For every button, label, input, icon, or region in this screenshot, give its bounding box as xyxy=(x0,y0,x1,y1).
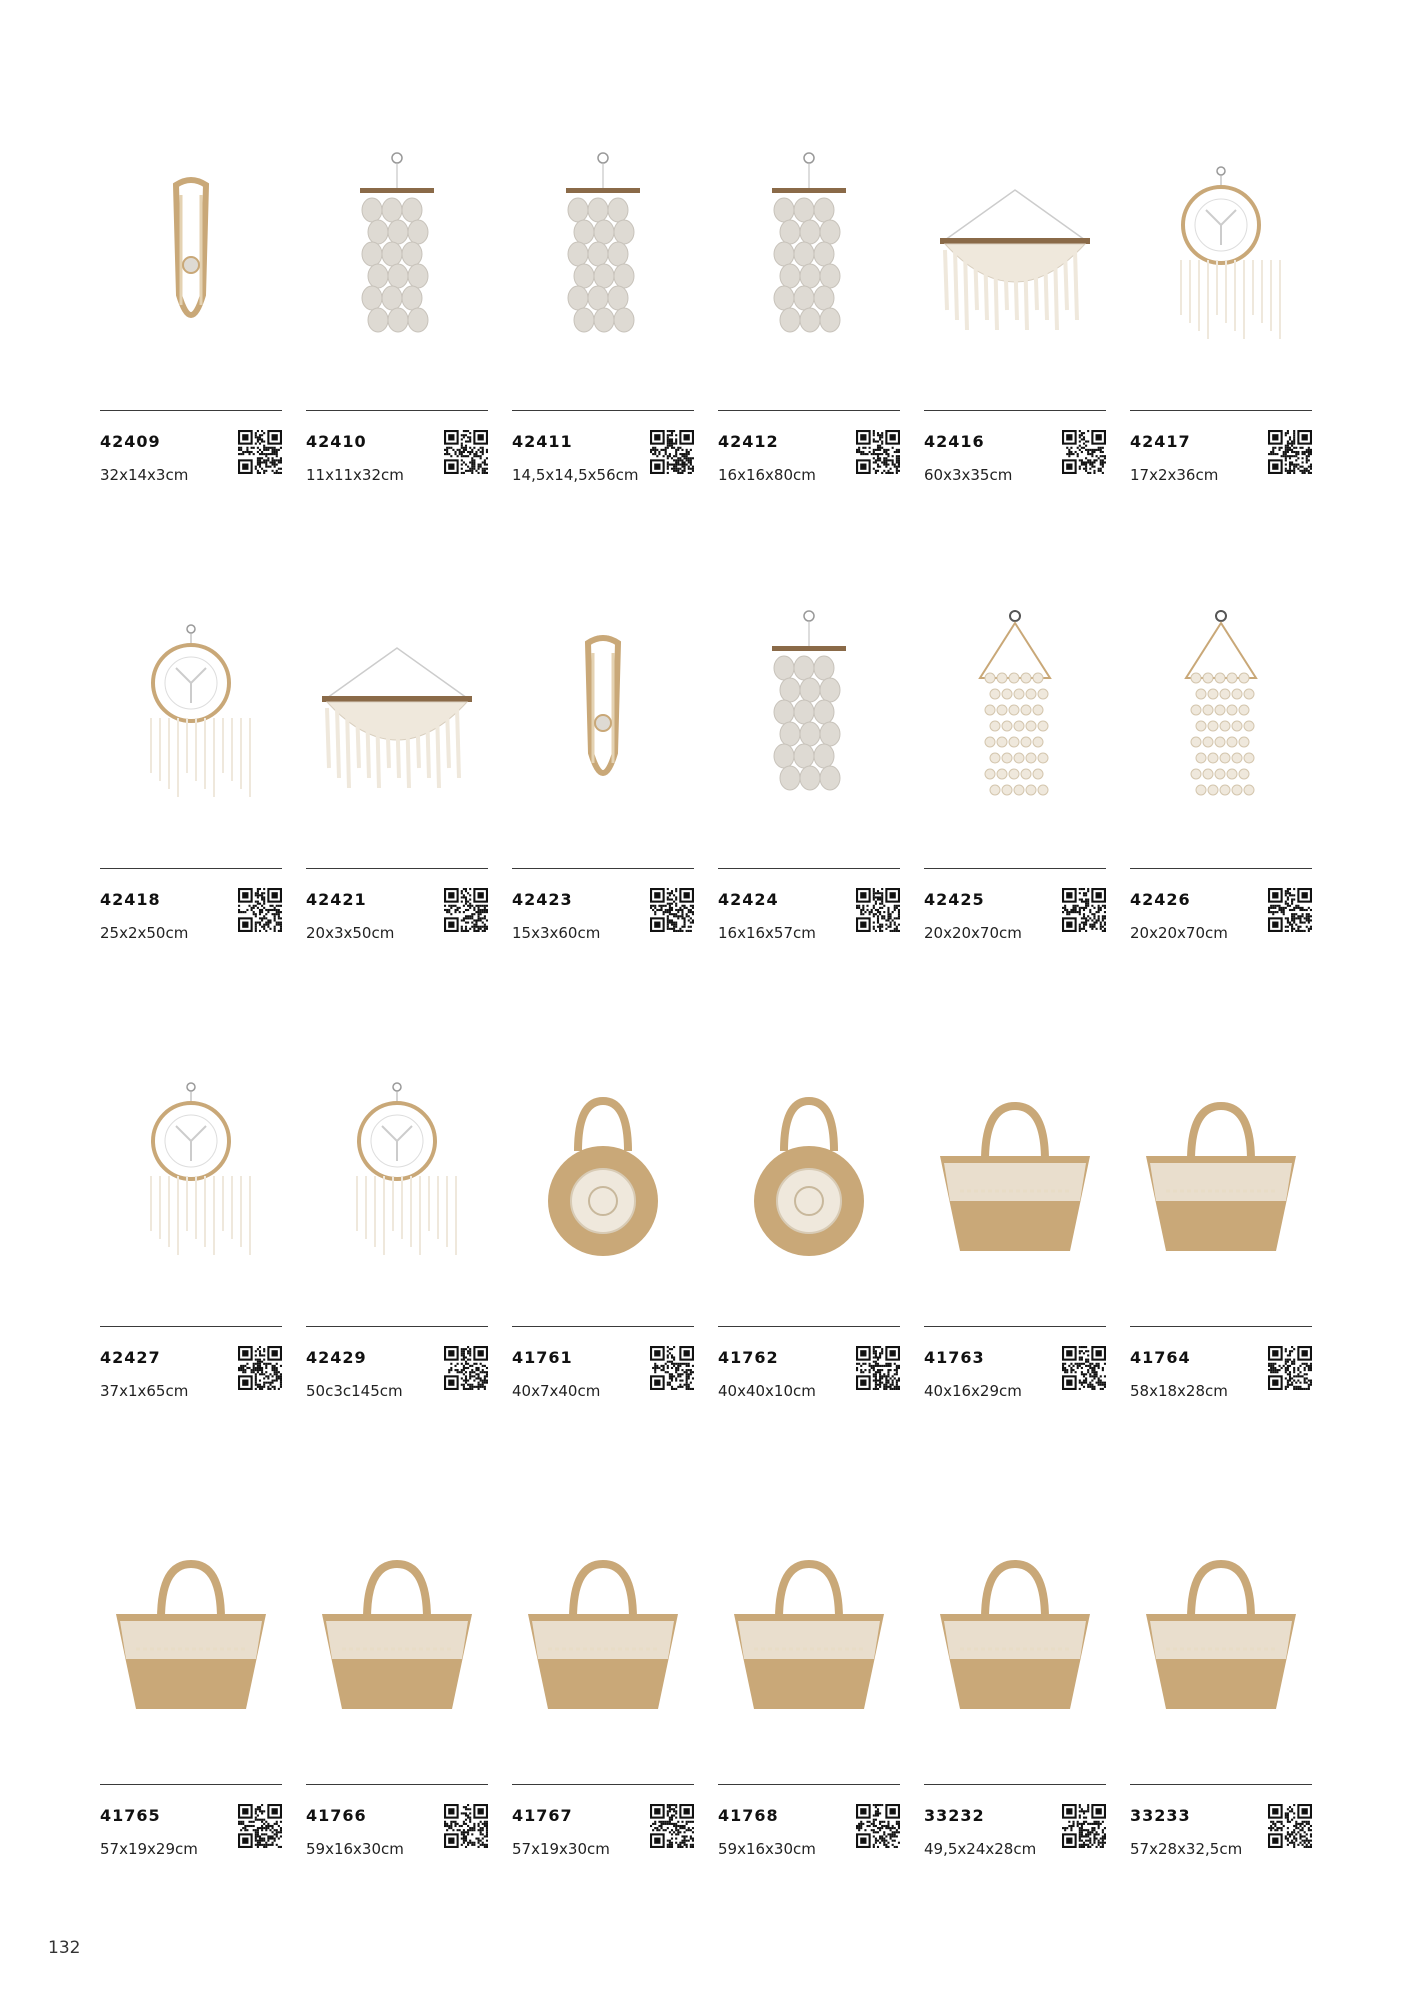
divider xyxy=(718,868,900,869)
product-dimensions: 20x20x70cm xyxy=(924,924,1022,942)
product-dimensions: 17x2x36cm xyxy=(1130,466,1219,484)
product-image xyxy=(100,572,282,864)
product-code: 42411 xyxy=(512,432,573,451)
product-code: 41762 xyxy=(718,1348,779,1367)
product-image xyxy=(306,1488,488,1780)
qr-code-icon[interactable] xyxy=(856,1804,900,1848)
product-code: 41765 xyxy=(100,1806,161,1825)
divider xyxy=(100,410,282,411)
product-dimensions: 40x7x40cm xyxy=(512,1382,601,1400)
product-image xyxy=(924,114,1106,406)
divider xyxy=(924,868,1106,869)
product-card xyxy=(100,114,282,574)
divider xyxy=(924,410,1106,411)
qr-code-icon[interactable] xyxy=(650,1804,694,1848)
product-code: 42429 xyxy=(306,1348,367,1367)
divider xyxy=(1130,1326,1312,1327)
product-dimensions: 57x28x32,5cm xyxy=(1130,1840,1243,1858)
product-image xyxy=(512,572,694,864)
product-dimensions: 14,5x14,5x56cm xyxy=(512,466,639,484)
product-image xyxy=(924,1030,1106,1322)
qr-code-icon[interactable] xyxy=(444,1346,488,1390)
product-image xyxy=(100,1488,282,1780)
qr-code-icon[interactable] xyxy=(1062,1346,1106,1390)
product-card xyxy=(100,1030,282,1490)
qr-code-icon[interactable] xyxy=(238,1804,282,1848)
product-code: 42418 xyxy=(100,890,161,909)
product-image xyxy=(924,1488,1106,1780)
qr-code-icon[interactable] xyxy=(238,430,282,474)
product-image xyxy=(1130,114,1312,406)
qr-code-icon[interactable] xyxy=(650,888,694,932)
product-image xyxy=(1130,1030,1312,1322)
product-card xyxy=(718,114,900,574)
qr-code-icon[interactable] xyxy=(650,1346,694,1390)
product-image xyxy=(100,1030,282,1322)
product-dimensions: 16x16x57cm xyxy=(718,924,816,942)
divider xyxy=(100,868,282,869)
divider xyxy=(1130,1784,1312,1785)
divider xyxy=(306,410,488,411)
product-code: 41768 xyxy=(718,1806,779,1825)
divider xyxy=(100,1784,282,1785)
product-code: 42425 xyxy=(924,890,985,909)
product-dimensions: 20x20x70cm xyxy=(1130,924,1228,942)
qr-code-icon[interactable] xyxy=(238,1346,282,1390)
product-image xyxy=(306,572,488,864)
product-dimensions: 49,5x24x28cm xyxy=(924,1840,1037,1858)
product-image xyxy=(1130,1488,1312,1780)
divider xyxy=(512,868,694,869)
product-card xyxy=(100,572,282,1032)
qr-code-icon[interactable] xyxy=(1268,1804,1312,1848)
divider xyxy=(100,1326,282,1327)
product-code: 41766 xyxy=(306,1806,367,1825)
product-code: 41761 xyxy=(512,1348,573,1367)
qr-code-icon[interactable] xyxy=(1062,888,1106,932)
product-dimensions: 58x18x28cm xyxy=(1130,1382,1228,1400)
divider xyxy=(306,868,488,869)
qr-code-icon[interactable] xyxy=(444,430,488,474)
product-dimensions: 11x11x32cm xyxy=(306,466,404,484)
divider xyxy=(1130,868,1312,869)
product-card xyxy=(512,1488,694,1948)
qr-code-icon[interactable] xyxy=(856,430,900,474)
product-card xyxy=(306,1488,488,1948)
product-image xyxy=(512,114,694,406)
product-card xyxy=(512,572,694,1032)
product-dimensions: 50c3c145cm xyxy=(306,1382,403,1400)
qr-code-icon[interactable] xyxy=(1062,430,1106,474)
qr-code-icon[interactable] xyxy=(1268,1346,1312,1390)
divider xyxy=(512,1326,694,1327)
product-dimensions: 59x16x30cm xyxy=(718,1840,816,1858)
product-card xyxy=(512,114,694,574)
qr-code-icon[interactable] xyxy=(1268,430,1312,474)
product-code: 42421 xyxy=(306,890,367,909)
product-card xyxy=(718,572,900,1032)
divider xyxy=(306,1784,488,1785)
product-image xyxy=(718,572,900,864)
product-image xyxy=(718,114,900,406)
product-card xyxy=(924,572,1106,1032)
product-code: 42427 xyxy=(100,1348,161,1367)
product-code: 42426 xyxy=(1130,890,1191,909)
product-dimensions: 37x1x65cm xyxy=(100,1382,189,1400)
product-dimensions: 16x16x80cm xyxy=(718,466,816,484)
product-code: 42423 xyxy=(512,890,573,909)
divider xyxy=(924,1326,1106,1327)
product-dimensions: 57x19x30cm xyxy=(512,1840,610,1858)
product-code: 33233 xyxy=(1130,1806,1191,1825)
product-dimensions: 40x40x10cm xyxy=(718,1382,816,1400)
product-image xyxy=(306,114,488,406)
product-image xyxy=(306,1030,488,1322)
product-card xyxy=(924,1030,1106,1490)
divider xyxy=(512,1784,694,1785)
product-dimensions: 59x16x30cm xyxy=(306,1840,404,1858)
divider xyxy=(306,1326,488,1327)
product-code: 42417 xyxy=(1130,432,1191,451)
product-card xyxy=(306,572,488,1032)
product-code: 42416 xyxy=(924,432,985,451)
product-image xyxy=(718,1488,900,1780)
product-card xyxy=(100,1488,282,1948)
product-code: 41764 xyxy=(1130,1348,1191,1367)
divider xyxy=(718,1326,900,1327)
product-card xyxy=(306,1030,488,1490)
product-card xyxy=(718,1030,900,1490)
product-card xyxy=(1130,1488,1312,1948)
product-code: 41763 xyxy=(924,1348,985,1367)
qr-code-icon[interactable] xyxy=(444,888,488,932)
qr-code-icon[interactable] xyxy=(1062,1804,1106,1848)
qr-code-icon[interactable] xyxy=(856,888,900,932)
product-code: 42424 xyxy=(718,890,779,909)
product-card xyxy=(718,1488,900,1948)
product-code: 41767 xyxy=(512,1806,573,1825)
product-card xyxy=(1130,572,1312,1032)
product-image xyxy=(512,1488,694,1780)
product-card xyxy=(1130,1030,1312,1490)
product-dimensions: 32x14x3cm xyxy=(100,466,189,484)
product-code: 42412 xyxy=(718,432,779,451)
qr-code-icon[interactable] xyxy=(856,1346,900,1390)
product-card xyxy=(512,1030,694,1490)
product-image xyxy=(1130,572,1312,864)
product-code: 42410 xyxy=(306,432,367,451)
product-card xyxy=(306,114,488,574)
product-dimensions: 25x2x50cm xyxy=(100,924,189,942)
product-card xyxy=(924,114,1106,574)
qr-code-icon[interactable] xyxy=(238,888,282,932)
product-image xyxy=(718,1030,900,1322)
product-image xyxy=(100,114,282,406)
qr-code-icon[interactable] xyxy=(444,1804,488,1848)
product-dimensions: 20x3x50cm xyxy=(306,924,395,942)
divider xyxy=(718,1784,900,1785)
product-dimensions: 40x16x29cm xyxy=(924,1382,1022,1400)
product-card xyxy=(924,1488,1106,1948)
product-image xyxy=(924,572,1106,864)
product-dimensions: 15x3x60cm xyxy=(512,924,601,942)
page-number: 132 xyxy=(48,1938,81,1958)
divider xyxy=(718,410,900,411)
product-dimensions: 57x19x29cm xyxy=(100,1840,198,1858)
product-image xyxy=(512,1030,694,1322)
product-card xyxy=(1130,114,1312,574)
qr-code-icon[interactable] xyxy=(1268,888,1312,932)
product-dimensions: 60x3x35cm xyxy=(924,466,1013,484)
product-code: 33232 xyxy=(924,1806,985,1825)
product-code: 42409 xyxy=(100,432,161,451)
divider xyxy=(512,410,694,411)
qr-code-icon[interactable] xyxy=(650,430,694,474)
divider xyxy=(924,1784,1106,1785)
divider xyxy=(1130,410,1312,411)
